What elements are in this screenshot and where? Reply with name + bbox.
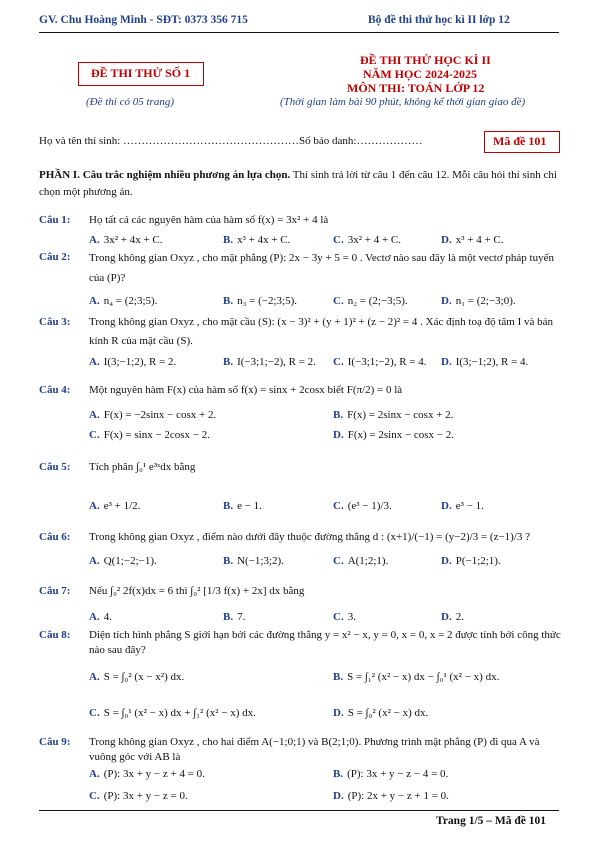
option-text: 7. — [237, 611, 246, 623]
option-text: 4. — [103, 611, 112, 623]
option-key: A. — [89, 555, 100, 567]
question-label: Câu 5: — [39, 461, 71, 473]
option-b[interactable] — [223, 554, 284, 569]
exam-year: NĂM HỌC 2024-2025 — [363, 67, 477, 81]
question-6 — [39, 528, 561, 570]
option-c[interactable] — [89, 428, 210, 443]
question-label: Câu 6: — [39, 531, 71, 543]
option-text: F(x) = −2sinx − cosx + 2. — [103, 409, 217, 421]
option-text: n₁ = (2;−3;0). — [455, 295, 516, 307]
option-text: N(−1;3;2). — [237, 555, 284, 567]
option-text: e³ + 1/2. — [103, 500, 141, 512]
option-text: F(x) = 2sinx − cosx + 2. — [347, 409, 454, 421]
option-key: D. — [441, 500, 452, 512]
option-text: e − 1. — [237, 500, 262, 512]
question-text: Trong không gian Oxyz , điểm nào dưới đây thuộc đường thẳng d : (x+1)/(−1) = (y−2)/3 = (z−1)/3 ? — [89, 531, 531, 543]
option-c[interactable] — [333, 355, 427, 370]
option-c[interactable] — [333, 233, 401, 248]
option-a[interactable] — [89, 233, 163, 248]
option-text: S = ∫₀² (x − x²) dx. — [103, 671, 185, 683]
option-a[interactable] — [89, 499, 140, 514]
option-key: D. — [441, 234, 452, 246]
question-5 — [39, 457, 561, 519]
option-b[interactable] — [223, 294, 297, 309]
option-text: 3. — [347, 611, 356, 623]
question-text: Một nguyên hàm F(x) của hàm số f(x) = sinx + 2cosx biết F(π/2) = 0 là — [89, 384, 403, 396]
option-a[interactable] — [89, 554, 157, 569]
option-key: D. — [441, 356, 452, 368]
option-b[interactable] — [333, 670, 499, 685]
option-key: B. — [223, 295, 234, 307]
option-key: A. — [89, 611, 100, 623]
option-key: C. — [333, 295, 344, 307]
option-text: x³ + 4x + C. — [237, 234, 291, 246]
option-key: A. — [89, 409, 100, 421]
option-key: A. — [89, 234, 100, 246]
option-key: B. — [223, 234, 234, 246]
question-text: Trong không gian Oxyz , cho mặt phẳng (P): 2x − 3y + 5 = 0 . Vectơ nào sau đây là một vectơ pháp tuyến của (P)? — [89, 252, 554, 284]
header-author: GV. Chu Hoàng Minh - SĐT: 0373 356 715 — [39, 14, 248, 26]
exam-code: Mã đề 101 — [493, 134, 547, 148]
question-4 — [39, 380, 561, 442]
option-a[interactable] — [89, 355, 176, 370]
option-text: I(−3;1;−2), R = 4. — [347, 356, 427, 368]
question-1 — [39, 213, 561, 249]
option-key: C. — [333, 234, 344, 246]
option-d[interactable] — [441, 355, 528, 370]
option-key: B. — [333, 671, 344, 683]
option-key: C. — [333, 500, 344, 512]
option-a[interactable] — [89, 408, 216, 423]
option-text: Q(1;−2;−1). — [103, 555, 157, 567]
student-info-line: Họ và tên thí sinh: …………………………………………Số báo danh:……………… — [39, 135, 423, 147]
option-a[interactable] — [89, 610, 112, 625]
option-text: P(−1;2;1). — [455, 555, 501, 567]
question-9 — [39, 735, 561, 805]
option-d[interactable] — [333, 706, 428, 721]
question-label: Câu 2: — [39, 251, 71, 263]
option-key: B. — [223, 500, 234, 512]
question-label: Câu 1: — [39, 214, 71, 226]
option-d[interactable] — [441, 294, 516, 309]
option-key: D. — [441, 611, 452, 623]
option-key: D. — [333, 707, 344, 719]
option-b[interactable] — [223, 355, 316, 370]
option-text: (e³ − 1)/3. — [347, 500, 392, 512]
option-key: C. — [89, 429, 100, 441]
option-key: C. — [89, 707, 100, 719]
option-b[interactable] — [223, 499, 262, 514]
question-text: Nếu ∫₀² 2f(x)dx = 6 thì ∫₀² [1/3 f(x) + 2x] dx bằng — [89, 585, 305, 597]
option-text: n₂ = (2;−3;5). — [347, 295, 408, 307]
page-footer: Trang 1/5 – Mã đề 101 — [436, 815, 546, 827]
option-key: D. — [333, 790, 344, 802]
header-series: Bộ đề thi thử học kì II lớp 12 — [368, 14, 510, 26]
option-text: (P): 3x + y − z = 0. — [103, 790, 188, 802]
option-text: 2. — [455, 611, 464, 623]
option-c[interactable] — [89, 789, 188, 804]
option-c[interactable] — [89, 706, 256, 721]
option-text: I(3;−1;2), R = 4. — [455, 356, 529, 368]
option-a[interactable] — [89, 294, 157, 309]
question-label: Câu 4: — [39, 384, 71, 396]
option-b[interactable] — [333, 767, 448, 782]
option-key: B. — [333, 768, 344, 780]
option-text: (P): 3x + y − z + 4 = 0. — [103, 768, 205, 780]
part1-title: PHẦN I. Câu trắc nghiệm nhiều phương án lựa chọn. — [39, 169, 291, 181]
option-text: e³ − 1. — [455, 500, 484, 512]
question-8 — [39, 628, 561, 724]
option-c[interactable] — [333, 610, 356, 625]
question-text: Họ tất cả các nguyên hàm của hàm số f(x) = 3x² + 4 là — [89, 214, 329, 226]
option-text: A(1;2;1). — [347, 555, 389, 567]
option-key: D. — [333, 429, 344, 441]
option-text: F(x) = 2sinx − cosx − 2. — [347, 429, 455, 441]
option-text: S = ∫₁² (x² − x) dx − ∫₀¹ (x² − x) dx. — [347, 671, 500, 683]
option-key: D. — [441, 295, 452, 307]
option-text: (P): 3x + y − z − 4 = 0. — [347, 768, 449, 780]
option-key: B. — [223, 356, 234, 368]
option-text: 3x² + 4x + C. — [103, 234, 163, 246]
option-text: n₄ = (2;3;5). — [103, 295, 158, 307]
part1-instruction: Thí sinh trả lời từ câu 1 đến câu 12. Mỗi câu hỏi thí sinh chỉ chọn một phương án. — [39, 169, 557, 198]
option-key: C. — [89, 790, 100, 802]
part1-heading — [39, 167, 559, 201]
option-d[interactable] — [441, 233, 504, 248]
option-text: n₃ = (−2;3;5). — [237, 295, 298, 307]
question-text: Tích phân ∫₀¹ e³ˣdx bằng — [89, 461, 196, 473]
question-2 — [39, 250, 561, 310]
question-3 — [39, 315, 561, 373]
option-key: A. — [89, 671, 100, 683]
option-key: A. — [89, 768, 100, 780]
option-text: I(−3;1;−2), R = 2. — [237, 356, 316, 368]
option-text: (P): 2x + y − z + 1 = 0. — [347, 790, 449, 802]
option-key: A. — [89, 356, 100, 368]
header-rule — [39, 32, 559, 33]
footer-rule — [39, 810, 559, 811]
option-key: B. — [223, 555, 234, 567]
option-key: C. — [333, 555, 344, 567]
option-d[interactable] — [441, 499, 484, 514]
option-text: x³ + 4 + C. — [455, 234, 504, 246]
option-b[interactable] — [223, 233, 290, 248]
option-key: A. — [89, 500, 100, 512]
exam-title: ĐỀ THI THỬ HỌC KÌ II — [360, 53, 491, 67]
exam-time: (Thời gian làm bài 90 phút, không kể thời gian giao đề) — [280, 96, 526, 108]
option-text: S = ∫₀² (x² − x) dx. — [347, 707, 429, 719]
exam-pages: (Đề thi có 05 trang) — [86, 96, 174, 108]
option-b[interactable] — [223, 610, 245, 625]
option-key: C. — [333, 611, 344, 623]
option-c[interactable] — [333, 499, 392, 514]
question-7 — [39, 582, 561, 624]
option-a[interactable] — [89, 670, 184, 685]
option-d[interactable] — [441, 554, 501, 569]
question-text: Trong không gian Oxyz , cho mặt cầu (S): (x − 3)² + (y + 1)² + (z − 2)² = 4 . Xác định toạ độ tâm I và bán kính R của mặt cầu (S). — [89, 316, 554, 347]
option-key: B. — [223, 611, 234, 623]
question-text: Diện tích hình phẳng S giới hạn bởi các đường thẳng y = x² − x, y = 0, x = 0, x = 2 được tính bởi công thức nào sau đây? — [89, 629, 561, 656]
option-d[interactable] — [333, 789, 449, 804]
option-b[interactable] — [333, 408, 453, 423]
question-label: Câu 7: — [39, 585, 71, 597]
option-d[interactable] — [441, 610, 464, 625]
option-key: D. — [441, 555, 452, 567]
question-label: Câu 9: — [39, 736, 71, 748]
option-text: S = ∫₀¹ (x² − x) dx + ∫₁² (x² − x) dx. — [103, 707, 256, 719]
option-text: F(x) = sinx − 2cosx − 2. — [103, 429, 211, 441]
option-text: 3x² + 4 + C. — [347, 234, 401, 246]
question-label: Câu 3: — [39, 316, 71, 328]
exam-subject: MÔN THI: TOÁN LỚP 12 — [347, 81, 485, 95]
option-c[interactable] — [333, 294, 408, 309]
option-key: C. — [333, 356, 344, 368]
option-key: B. — [333, 409, 344, 421]
exam-label: ĐỀ THI THỬ SỐ 1 — [91, 66, 191, 80]
option-key: A. — [89, 295, 100, 307]
option-text: I(3;−1;2), R = 2. — [103, 356, 177, 368]
question-label: Câu 8: — [39, 629, 71, 641]
question-text: Trong không gian Oxyz , cho hai điểm A(−1;0;1) và B(2;1;0). Phương trình mặt phẳng (P) đi qua A và vuông góc với AB là — [89, 736, 540, 763]
option-d[interactable] — [333, 428, 454, 443]
option-a[interactable] — [89, 767, 205, 782]
option-c[interactable] — [333, 554, 388, 569]
